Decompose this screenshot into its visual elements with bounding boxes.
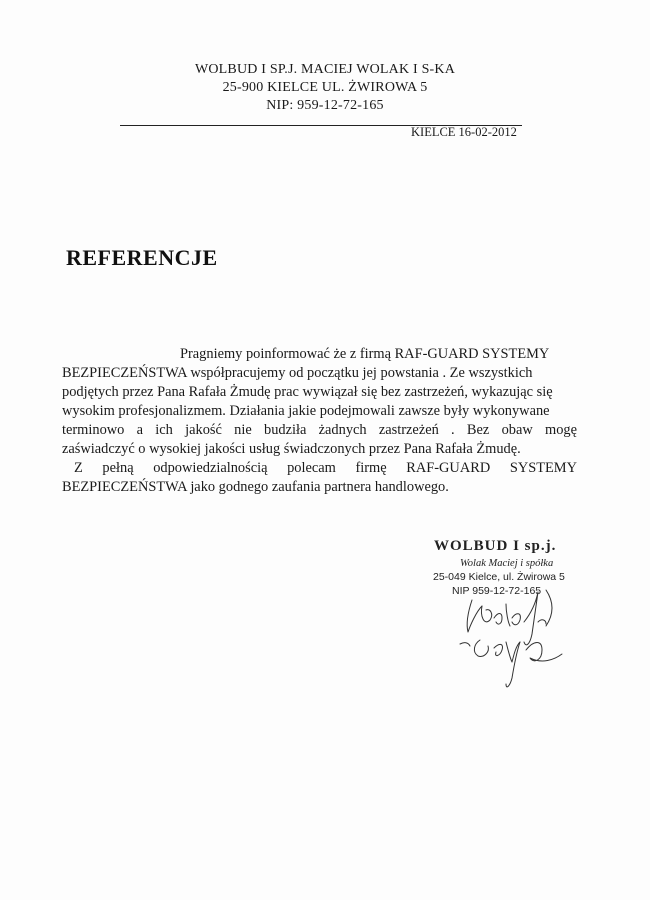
letterhead-company: WOLBUD I SP.J. MACIEJ WOLAK I S-KA [194, 62, 456, 77]
body-line: podjętych przez Pana Rafała Żmudę prac wywiązał się bez zastrzeżeń, wykazując się [62, 384, 553, 400]
stamp-subtitle: Wolak Maciej i spółka [460, 558, 554, 569]
body-line: wysokim profesjonalizmem. Działania jakie podejmowali zawsze były wykonywane [62, 403, 550, 419]
letter-title: REFERENCJE [66, 245, 218, 270]
body-line: Z pełną odpowiedzialnością polecam firmę RAF-GUARD SYSTEMY [74, 460, 577, 476]
body-line: BEZPIECZEŃSTWA jako godnego zaufania partnera handlowego. [62, 479, 449, 495]
letterhead-nip: NIP: 959-12-72-165 [266, 98, 384, 113]
stamp-nip: NIP 959-12-72-165 [452, 585, 542, 597]
body-line: terminowo a ich jakość nie budziła żadnych zastrzeżeń . Bez obaw mogę [62, 422, 577, 438]
body-line: BEZPIECZEŃSTWA współpracujemy od początku jej powstania . Ze wszystkich [62, 365, 533, 381]
body-line: Pragniemy poinformować że z firmą RAF-GUARD SYSTEMY [180, 346, 550, 362]
letterhead-address: 25-900 KIELCE UL. ŻWIROWA 5 [222, 80, 428, 95]
stamp-company: WOLBUD I sp.j. [434, 538, 557, 554]
handwritten-signature [450, 582, 580, 707]
body-line: zaświadczyć o wysokiej jakości usług świadczonych przez Pana Rafała Żmudę. [62, 441, 521, 457]
stamp-address: 25-049 Kielce, ul. Żwirowa 5 [433, 571, 565, 583]
letter-body [62, 345, 577, 497]
letter-date: KIELCE 16-02-2012 [411, 125, 517, 139]
